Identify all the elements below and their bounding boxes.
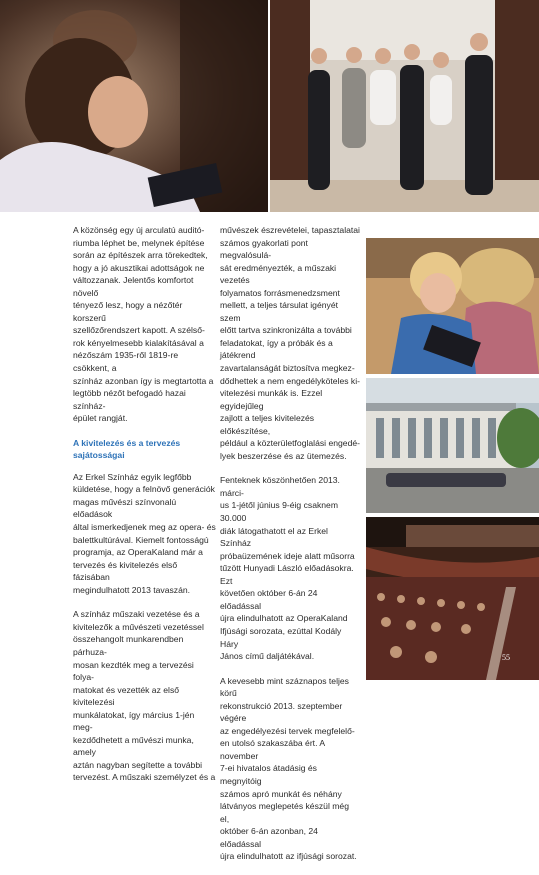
text-line: sát eredményezték, a műszaki vezetés <box>220 262 337 286</box>
text-line: összehangolt munkarendben párhuza- <box>73 634 184 657</box>
text-line: feladatokat, így a próbák és a játékrend <box>220 337 333 361</box>
text-line: próbaüzemének ideje alatt műsorra <box>220 550 355 561</box>
left-heading <box>73 437 216 462</box>
text-line: balettkultúrával. Kiemelt fontosságú <box>73 534 209 545</box>
photo-children-reading-program <box>366 238 539 374</box>
left-paragraph <box>73 608 216 784</box>
text-line: tervezés és kivitelezés első fázisában <box>73 559 178 583</box>
text-line: az engedélyezési tervek megfelelő- <box>220 725 355 736</box>
text-line: Fenteknek köszönhetően 2013. márci- <box>220 475 340 498</box>
text-line: megindulhatott 2013 tavaszán. <box>73 584 191 595</box>
photo-auditorium-audience <box>366 517 539 680</box>
text-line: október 6-án azonban, 24 előadással <box>220 826 318 849</box>
text-line: vitelezési munkák is. Ezzel egyidejűleg <box>220 388 323 411</box>
text-line: A színház műszaki vezetése és a <box>73 609 200 620</box>
text-line: legtöbb nézőt befogadó hazai színház- <box>73 388 186 411</box>
text-line: művészek észrevételei, tapasztalatai <box>220 225 360 235</box>
text-line: számos apró munkát és néhány <box>220 788 342 799</box>
photo-girl-with-opera-program <box>0 0 268 212</box>
text-line: lyek beszerzése és az ütemezés. <box>220 450 347 461</box>
middle-paragraph <box>220 675 360 863</box>
text-line: látványos meglepetés készül még el, <box>220 801 349 824</box>
text-line: sajátosságai <box>73 450 125 461</box>
text-line: folyamatos forrásmenedzsment <box>220 287 340 298</box>
text-line: során az építészek arra törekedtek, <box>73 250 208 261</box>
text-line: matokat és vezették az első kivitelezési <box>73 684 180 708</box>
text-line: Ifjúsági sorozata, ezúttal Kodály Háry <box>220 625 342 649</box>
text-line: kezdődhetett a művészi munka, amely <box>73 734 194 758</box>
text-line: számos gyakorlati pont megvalósulá- <box>220 237 308 261</box>
text-line: munkálatokat, így március 1-jén meg- <box>73 709 195 733</box>
text-line: színház azonban így is megtartotta a <box>73 375 214 386</box>
text-line: változzanak. Jelentős komfortot növelő <box>73 275 194 298</box>
text-line: diák látogathatott el az Erkel Színház <box>220 525 328 549</box>
text-line: A kevesebb mint száznapos teljes körű <box>220 675 349 699</box>
text-line: küldetése, hogy a felnövő generációk <box>73 484 215 495</box>
text-line: zajlott a teljes kivitelezés előkészítése, <box>220 413 315 436</box>
text-line: János című daljátékával. <box>220 651 315 662</box>
page-number: 55 <box>502 653 510 662</box>
text-line: dődhettek a nem engedélyköteles ki- <box>220 375 360 386</box>
text-column-left <box>73 224 216 796</box>
text-line: nézőszám 1935-ről 1819-re csökkent, a <box>73 350 179 374</box>
text-line: zavartalanságát biztosítva megkez- <box>220 363 355 374</box>
text-line: újra elindulhatott az ifjúsági sorozat. <box>220 851 357 862</box>
text-line: tervezést. A műszaki személyzet és a <box>73 772 216 783</box>
text-line: programja, az OperaKaland már a <box>73 547 203 558</box>
text-line: en utolsó szakaszába ért. A november <box>220 738 325 761</box>
text-line: A közönség egy új arculatú auditó- <box>73 225 205 235</box>
text-line: mellett, a teljes társulat igényét szem <box>220 300 338 323</box>
photo-erkel-theatre-building <box>366 378 539 513</box>
text-line: például a közterületfoglalási engedé- <box>220 438 360 449</box>
middle-paragraph <box>220 224 360 462</box>
text-line: épület rangját. <box>73 413 128 424</box>
text-line: mosan kezdték meg a tervezési folya- <box>73 659 194 683</box>
text-line: újra elindulhatott az OperaKaland <box>220 613 348 624</box>
text-line: 7-ei hivatalos átadásig és megnyitóig <box>220 763 317 786</box>
photo-young-visitors-entering <box>270 0 539 212</box>
middle-paragraph <box>220 474 360 662</box>
text-line: követően október 6-án 24 előadással <box>220 588 318 611</box>
text-line: Az Erkel Színház egyik legfőbb <box>73 471 192 482</box>
text-line: előtt tartva szinkronizálta a további <box>220 325 352 336</box>
text-line: rok kényelmesebb kialakításával a <box>73 337 204 348</box>
left-paragraph <box>73 471 216 596</box>
text-line: tűzött Hunyadi László előadásokra. Ezt <box>220 563 354 586</box>
text-line: magas művészi színvonalú előadások <box>73 496 177 520</box>
text-line: által ismerkedjenek meg az opera- és <box>73 522 216 533</box>
left-paragraph <box>73 224 216 425</box>
text-line: riumba léphet be, melynek építése <box>73 237 205 248</box>
text-line: szellőzőrendszert kapott. A szélső- <box>73 325 205 336</box>
text-line: aztán nagyban segítette a további <box>73 759 203 770</box>
text-column-middle <box>220 224 360 875</box>
text-line: A kivitelezés és a tervezés <box>73 437 181 448</box>
text-line: tényező lesz, hogy a nézőtér korszerű <box>73 300 183 323</box>
text-line: hogy a jó akusztikai adottságok ne <box>73 262 205 273</box>
text-line: kivitelezők a művészeti vezetéssel <box>73 621 204 632</box>
text-line: rekonstrukció 2013. szeptember végére <box>220 700 343 724</box>
text-line: us 1-jétől június 9-éig csaknem 30.000 <box>220 500 338 524</box>
